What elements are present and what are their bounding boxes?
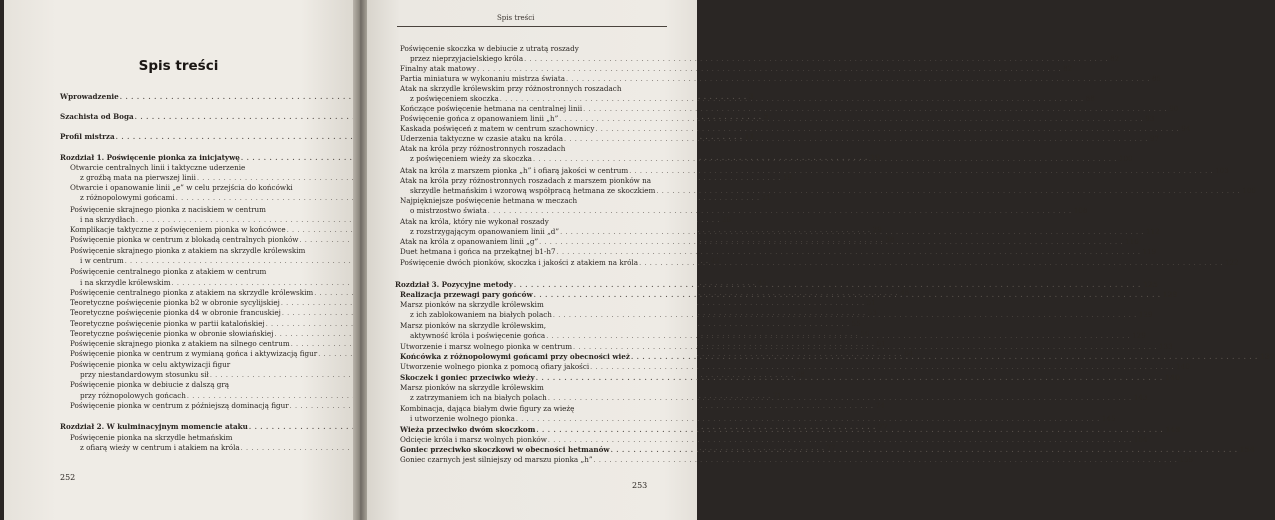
dot-leader (559, 114, 1143, 124)
toc-page-number: 133 (1158, 342, 1173, 351)
toc-page-number: 26 (721, 215, 732, 224)
dot-leader (488, 206, 1072, 216)
toc-entry-title: Atak na króla z marszem pionka „h” i ofiarą jakości w centrum (400, 166, 629, 175)
toc-page-number: 116 (1125, 237, 1139, 246)
toc-page-number: 55 (851, 319, 861, 328)
toc-entry-title: Skoczek i goniec przeciwko wieży (400, 373, 535, 382)
toc-entry (400, 74, 1162, 84)
toc-page-number: 77 (877, 422, 888, 431)
toc-entry-title: Rozdział 1. Poświęcenie pionka za inicjatywę (60, 153, 240, 162)
dot-leader (524, 54, 1108, 64)
toc-page-number: 108 (1073, 206, 1088, 215)
toc-page-number: 42 (710, 256, 720, 265)
toc-entry-continuation: przez nieprzyjacielskiego króla (410, 54, 524, 63)
toc-entry-title: Kombinacja, dająca białym dwie figury za wieżę (400, 404, 575, 413)
dot-leader (611, 445, 1238, 455)
toc-page-number: 94 (1181, 124, 1191, 133)
toc-page-number: 159 (1179, 455, 1194, 464)
dot-leader (477, 64, 1061, 74)
toc-entry (400, 104, 1179, 114)
dot-leader (629, 166, 1213, 176)
toc-entry-continuation: o mistrzostwo świata (410, 206, 487, 215)
toc-entry (400, 94, 1095, 104)
toc-page-number: 137 (1259, 352, 1275, 361)
dot-leader (536, 425, 1163, 435)
running-head: Spis treści (497, 14, 535, 22)
toc-entry (400, 206, 1088, 216)
toc-page-number: 145 (1101, 414, 1116, 423)
toc-entry (400, 124, 1191, 134)
toc-page-number: 19 (782, 173, 793, 182)
toc-entry-title: Poświęcenie pionka w centrum z blokadą centralnych pionków (70, 235, 299, 244)
header-rule (397, 26, 667, 27)
dot-leader (534, 290, 1161, 300)
toc-entry-title: Poświęcenie skrajnego pionka z atakiem na skrzydle królewskim (70, 246, 306, 255)
toc-entry-title: Poświęcenie dwóch pionków, skoczka i jakości z atakiem na króla (400, 258, 639, 267)
toc-entry-continuation: aktywność króla i poświęcenie gońca (410, 331, 546, 340)
toc-page-number: 3 (748, 92, 754, 101)
toc-page-number: 45 (757, 278, 767, 287)
dot-leader (546, 331, 1130, 341)
toc-entry-title: Goniec czarnych jest silniejszy od marszu pionka „h” (400, 455, 593, 464)
page-number-left: 252 (60, 473, 76, 482)
toc-page-number: 74 (875, 401, 885, 410)
dot-leader (533, 154, 1117, 164)
toc-entry-title: Poświęcenie pionka na skrzydle hetmańskim (70, 433, 233, 442)
toc-entry-continuation: i na skrzydle królewskim (80, 278, 171, 287)
toc-entry-title: Otwarcie i opanowanie linii „e” w celu przejścia do końcówki (70, 183, 293, 192)
toc-entry-title: Poświęcenie centralnego pionka z atakiem na skrzydle królewskim (70, 288, 314, 297)
toc-entry-continuation: z różnopolowymi gońcami (80, 193, 175, 202)
toc-entry (400, 166, 1229, 176)
dot-leader (539, 237, 1123, 247)
toc-entry-continuation: skrzydle hetmańskim i wzorową współpracą hetmana ze skoczkiem (410, 186, 656, 195)
toc-page-number: 82 (1110, 54, 1120, 63)
toc-entry (400, 64, 1073, 74)
toc-title: Spis treści (138, 58, 219, 74)
toc-page-number: 19 (869, 153, 880, 162)
toc-page-number: 71 (772, 391, 782, 400)
toc-page-number: 53 (867, 308, 877, 317)
toc-entry-continuation: z poświęceniem wieży za skoczka (410, 154, 532, 163)
toc-entry-title: Poświęcenie pionka w centrum z wymianą gońca i aktywizacją figur (70, 349, 318, 358)
toc-entry-continuation: przy niestandardowym stosunku sił (80, 370, 209, 379)
toc-entry-title: Otwarcie centralnych linii i taktyczne uderzenie (70, 163, 246, 172)
toc-entry-title: Finalny atak matowy (400, 64, 477, 73)
toc-entry-title: Profil mistrza (60, 132, 115, 141)
toc-entry (400, 435, 1148, 445)
toc-page-number: 100 (1118, 154, 1133, 163)
toc-page-number: 38 (885, 235, 895, 244)
dot-leader (583, 104, 1167, 114)
toc-entry-continuation: i na skrzydłach (80, 215, 135, 224)
toc-entry-title: Atak na króla przy różnostronnych roszadach z marszem pionków na (400, 176, 652, 185)
toc-entry-continuation: z poświęceniem skoczka (410, 94, 499, 103)
dot-leader (514, 280, 1141, 290)
toc-entry-title: Utworzenie i marsz wolnego pionka w centrum (400, 342, 573, 351)
dot-leader (536, 373, 1163, 383)
toc-entry-title: Rozdział 3. Pozycyjne metody (395, 280, 513, 289)
toc-entry-continuation: z groźbą mata na pierwszej linii (80, 173, 196, 182)
toc-page-number: 29 (872, 225, 882, 234)
toc-entry-title: Teoretyczne poświęcenie pionka b2 w obronie sycylijskiej (70, 298, 280, 307)
toc-entry-continuation: z zatrzymaniem ich na białych polach (410, 393, 547, 402)
toc-entry-title: Utworzenie wolnego pionka z pomocą ofiary jakości (400, 362, 590, 371)
toc-page-number: 97 (1149, 134, 1160, 143)
toc-entry-title: Najpiękniejsze poświęcenie hetmana w meczach (400, 196, 578, 205)
toc-page-number: 112 (1145, 227, 1160, 236)
toc-page-number: 129 (1162, 290, 1178, 299)
toc-entry-title: Realizacja przewagi pary gońców (400, 290, 533, 299)
toc-page-number: 64 (904, 349, 914, 358)
toc-entry-title: Wieża przeciwko dwóm skoczkom (400, 425, 536, 434)
toc-entry-title: Duet hetmana i gońca na przekątnej b1-h7 (400, 247, 556, 256)
toc-page-number: 5 (763, 112, 769, 121)
toc-entry-title: Wprowadzenie (60, 92, 119, 101)
dot-leader (590, 362, 1174, 372)
toc-entry-title: Szachista od Boga (60, 112, 134, 121)
toc-entry-title: Końcówka z różnopolowymi gońcami przy obecności wież (400, 352, 630, 361)
toc-page-number: 103 (1215, 166, 1229, 175)
toc-entry-title: Poświęcenie skrajnego pionka z atakiem na silnego centrum (70, 339, 290, 348)
dot-leader (656, 186, 1240, 196)
toc-entry-title: Teoretyczne poświęcenie pionka w partii katalońskiej (70, 319, 265, 328)
toc-page-number: 140 (1176, 362, 1190, 371)
toc-page-number: 77 (826, 443, 836, 452)
toc-entry-continuation: z ich zablokowaniem na białych polach (410, 310, 552, 319)
toc-page-number: 148 (1165, 425, 1181, 434)
dot-leader (564, 134, 1148, 144)
toc-entry-title: Poświęcenie centralnego pionka z atakiem w centrum (70, 267, 267, 276)
toc-page-number: 93 (1145, 114, 1155, 123)
toc-entry-continuation: z ofiarą wieży w centrum i atakiem na króla (80, 443, 240, 452)
dot-leader (639, 258, 1223, 268)
toc-page-number: 51 (866, 298, 876, 307)
dot-leader (573, 342, 1157, 352)
toc-entry-title: Poświęcenie skrajnego pionka z naciskiem w centrum (70, 205, 266, 214)
toc-entry-title: Atak na króla przy różnostronnych roszadach (400, 144, 566, 153)
toc-entry-continuation: i utworzenie wolnego pionka (410, 414, 515, 423)
toc-page-number: 56 (860, 329, 870, 338)
dot-leader (560, 227, 1144, 237)
toc-entry-title: Teoretyczne poświęcenie pionka w obronie słowiańskiej (70, 329, 274, 338)
dot-leader (595, 124, 1179, 134)
dot-leader (548, 393, 1132, 403)
dot-leader (548, 435, 1132, 445)
toc-page-number: 119 (1142, 247, 1157, 256)
toc-entry-title: Poświęcenie pionka w centrum z późniejszą dominacją figur (70, 401, 289, 410)
dot-leader (594, 455, 1178, 465)
toc-page-number: 140 (1164, 373, 1180, 382)
toc-entry-title: Goniec przeciwko skoczkowi w obecności hetmanów (400, 445, 610, 454)
dot-leader (500, 94, 1084, 104)
toc-entry (400, 54, 1120, 64)
toc-entry-title: Marsz pionków na skrzydle królewskim (400, 300, 544, 309)
toc-page-number: 88 (1085, 94, 1095, 103)
toc-entry-continuation: przy różnopolowych gońcach (80, 391, 186, 400)
toc-entry-title: Atak na króla z opanowaniem linii „g” (400, 237, 539, 246)
toc-page-number: 143 (1133, 393, 1148, 402)
toc-page-number: 48 (900, 288, 910, 297)
dot-leader (631, 352, 1258, 362)
toc-page-number: 21 (761, 193, 771, 202)
toc-entry-title: Teoretyczne poświęcenie pionka d4 w obronie francuskiej (70, 308, 281, 317)
toc-page-number: 154 (1239, 445, 1255, 454)
toc-entry-title: Poświęcenie skoczka w debiucie z utratą roszady (400, 44, 579, 53)
toc-entry-title: Atak na skrzydle królewskim przy różnostronnych roszadach (400, 84, 622, 93)
toc-entry-title: Partia miniatura w wykonaniu mistrza świata (400, 74, 566, 83)
toc-entry (400, 455, 1194, 465)
dot-leader (553, 310, 1137, 320)
toc-page-number: 129 (1138, 310, 1153, 319)
toc-page-number: 11 (744, 132, 755, 141)
toc-page-number: 129 (1132, 331, 1146, 340)
toc-entry-title: Poświęcenie gońca z opanowaniem linii „h” (400, 114, 559, 123)
toc-page-number: 61 (876, 339, 886, 348)
toc-entry (400, 247, 1157, 257)
toc-entry-continuation: i w centrum (80, 256, 124, 265)
toc-entry-title: Poświęcenie pionka w celu aktywizacji figur (70, 360, 231, 369)
toc-page-number: 85 (1151, 74, 1162, 83)
toc-entry (400, 362, 1190, 372)
toc-entry-title: Poświęcenie pionka w debiucie z dalszą grą (70, 380, 230, 389)
page-number-right: 253 (632, 481, 648, 490)
toc-entry-title: Kończące poświęcenie hetmana na centralnej linii (400, 104, 583, 113)
toc-page-number: 106 (1242, 186, 1256, 195)
toc-entry-title: Rozdział 2. W kulminacyjnym momencie ataku (60, 422, 248, 431)
toc-entry (400, 114, 1155, 124)
toc-entry (400, 414, 1116, 424)
toc-entry (400, 186, 1256, 196)
toc-entry-title: Marsz pionków na skrzydle królewskim, (400, 321, 547, 330)
toc-page-number: 90 (1169, 104, 1179, 113)
dot-leader (516, 414, 1100, 424)
toc-entry-title: Atak na króla, który nie wykonał roszady (400, 217, 549, 226)
dot-leader (557, 247, 1141, 257)
toc-page-number: 154 (1133, 435, 1148, 444)
toc-page-number: 82 (1063, 64, 1073, 73)
toc-page-number: 122 (1224, 258, 1239, 267)
dot-leader (566, 74, 1150, 84)
toc-entry-continuation: z rozstrzygającym opanowaniem linii „d” (410, 227, 560, 236)
toc-entry-title: Odcięcie króla i marsz wolnych pionków (400, 435, 547, 444)
toc-page-number: 125 (1142, 280, 1158, 289)
toc-entry-title: Komplikacje taktyczne z poświęceniem pionka w końcówce (70, 225, 286, 234)
book-gutter (353, 0, 367, 520)
toc-entry-title: Kaskada poświęceń z matem w centrum szachownicy (400, 124, 595, 133)
toc-page-number: 68 (795, 370, 805, 379)
toc-entry-title: Marsz pionków na skrzydle królewskim (400, 383, 544, 392)
toc-entry-title: Uderzenia taktyczne w czasie ataku na króla (400, 134, 564, 143)
